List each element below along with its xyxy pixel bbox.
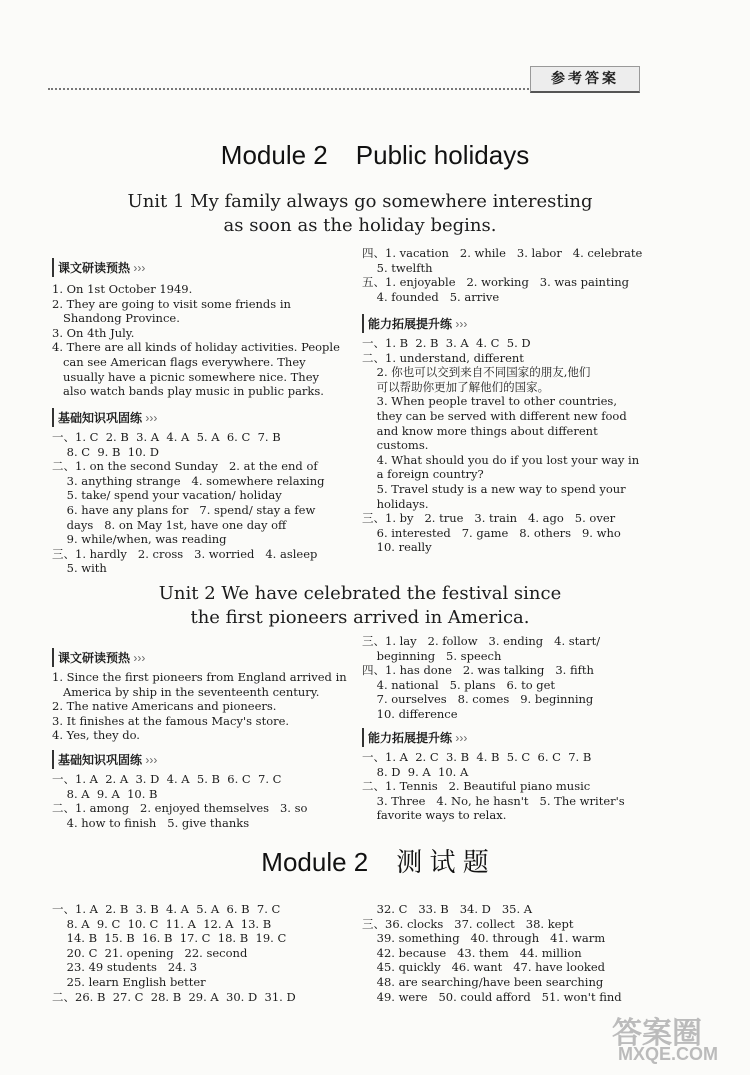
answer-line: holidays. (362, 496, 429, 511)
answer-line: also watch bands play music in public parks. (52, 384, 324, 399)
answer-line: 三、1. hardly 2. cross 3. worried 4. asleep (52, 546, 318, 561)
answer-line: 二、26. B 27. C 28. B 29. A 30. D 31. D (52, 989, 296, 1004)
answer-line: 一、1. A 2. A 3. D 4. A 5. B 6. C 7. C (52, 772, 282, 786)
answer-line: 3. It finishes at the famous Macy's store. (52, 713, 290, 728)
answer-line: a foreign country? (362, 467, 484, 482)
answer-line: 8. A 9. A 10. B (52, 786, 158, 801)
answer-line: usually have a picnic somewhere nice. They (52, 369, 320, 384)
answer-line: they can be served with different new food (362, 408, 627, 423)
u1-advanced-answers (362, 336, 639, 555)
answer-line: 四、1. has done 2. was talking 3. fifth (362, 663, 594, 678)
module-code: Module 2 (220, 140, 328, 170)
u2-section-preview: 课文研读预热 ››› (52, 648, 149, 667)
answer-line: 二、1. among 2. enjoyed themselves 3. so (52, 801, 308, 816)
answer-line: 三、1. by 2. true 3. train 4. ago 5. over (362, 511, 616, 526)
module-title (0, 140, 750, 171)
answer-line: 4. Yes, they do. (52, 728, 140, 743)
answer-line: 10. really (362, 540, 432, 555)
answer-line: 5. Travel study is a new way to spend your (362, 481, 626, 496)
answer-line: customs. (362, 438, 429, 453)
answer-line: 3. Three 4. No, he hasn't 5. The writer's (362, 793, 625, 808)
answer-line: 20. C 21. opening 22. second (52, 945, 248, 960)
answer-line: 8. D 9. A 10. A (362, 764, 469, 779)
answer-line: America by ship in the seventeenth century. (52, 684, 320, 699)
answer-line: 6. interested 7. game 8. others 9. who (362, 525, 621, 540)
test-answers-right (362, 902, 622, 1004)
answer-line: 23. 49 students 24. 3 (52, 960, 198, 975)
u1-section-basic: 基础知识巩固练 ››› (52, 408, 161, 427)
unit1-title (100, 190, 620, 238)
answer-line: beginning 5. speech (362, 648, 502, 663)
answer-line: 三、36. clocks 37. collect 38. kept (362, 916, 574, 931)
answer-line: 3. When people travel to other countries, (362, 394, 617, 409)
answer-line: 5. twelfth (362, 260, 433, 275)
u1-preview-answers (52, 282, 340, 399)
answer-line: 3. anything strange 4. somewhere relaxing (52, 473, 325, 488)
answer-line: 5. take/ spend your vacation/ holiday (52, 488, 282, 503)
answer-line: 3. On 4th July. (52, 325, 135, 340)
module-name: Public holidays (355, 140, 530, 170)
answer-line: 1. On 1st October 1949. (52, 282, 193, 296)
u1-basic-answers (52, 430, 325, 576)
unit2-title-line2: the first pioneers arrived in America. (190, 607, 530, 628)
answer-line: 45. quickly 46. want 47. have looked (362, 960, 606, 975)
answer-line: 2. 你也可以交到来自不同国家的朋友,他们 (362, 365, 591, 380)
u1-section-advanced: 能力拓展提升练 ››› (362, 314, 471, 333)
answer-line: 三、1. lay 2. follow 3. ending 4. start/ (362, 634, 601, 648)
u2-extra-answers (362, 634, 600, 722)
unit1-title-line2: as soon as the holiday begins. (223, 215, 497, 236)
answer-line: 一、1. C 2. B 3. A 4. A 5. A 6. C 7. B (52, 430, 281, 444)
answer-line: 一、1. A 2. C 3. B 4. B 5. C 6. C 7. B (362, 750, 592, 764)
answer-line: 4. There are all kinds of holiday activities. People (52, 340, 340, 355)
answer-line: 4. how to finish 5. give thanks (52, 815, 250, 830)
answer-line: 39. something 40. through 41. warm (362, 931, 606, 946)
unit1-title-line1: Unit 1 My family always go somewhere interesting (127, 191, 593, 212)
u1-extra-answers (362, 246, 642, 304)
answer-line: Shandong Province. (52, 311, 180, 326)
answer-line: 5. with (52, 561, 107, 576)
answer-line: 25. learn English better (52, 974, 206, 989)
answer-line: 4. founded 5. arrive (362, 289, 500, 304)
u2-section-basic: 基础知识巩固练 ››› (52, 750, 161, 769)
answer-line: favorite ways to relax. (362, 808, 507, 823)
answer-line: 7. ourselves 8. comes 9. beginning (362, 692, 594, 707)
answer-line: and know more things about different (362, 423, 598, 438)
answer-line: 4. What should you do if you lost your way in (362, 452, 640, 467)
test-name: 测 试 题 (396, 847, 489, 877)
u2-preview-answers (52, 670, 347, 743)
answer-line: 48. are searching/have been searching (362, 974, 604, 989)
answer-line: 五、1. enjoyable 2. working 3. was painting (362, 275, 630, 290)
test-module-code: Module 2 (261, 847, 369, 877)
answer-line: 8. C 9. B 10. D (52, 444, 159, 459)
header-tab: 参考答案 (530, 66, 640, 93)
answer-line: 32. C 33. B 34. D 35. A (362, 902, 533, 916)
test-answers-left (52, 902, 296, 1004)
answer-line: 49. were 50. could afford 51. won't find (362, 989, 622, 1004)
watermark-logo: 答案圈 (612, 1017, 702, 1050)
answer-line: 可以帮助你更加了解他们的国家。 (362, 379, 550, 394)
test-title (0, 842, 750, 879)
answer-line: 10. difference (362, 706, 458, 721)
answer-line: can see American flags everywhere. They (52, 354, 306, 369)
answer-line: days 8. on May 1st, have one day off (52, 517, 287, 532)
u2-basic-answers (52, 772, 307, 830)
u1-section-preview: 课文研读预热 ››› (52, 258, 149, 277)
watermark-url: MXQE.COM (618, 1044, 719, 1064)
unit2-title-line1: Unit 2 We have celebrated the festival since (158, 583, 562, 604)
answer-line: 6. have any plans for 7. spend/ stay a few (52, 502, 316, 517)
answer-line: 14. B 15. B 16. B 17. C 18. B 19. C (52, 931, 287, 946)
u2-section-advanced: 能力拓展提升练 ››› (362, 728, 471, 747)
answer-line: 4. national 5. plans 6. to get (362, 677, 556, 692)
answer-line: 一、1. B 2. B 3. A 4. C 5. D (362, 336, 531, 350)
u2-advanced-answers (362, 750, 625, 823)
answer-line: 2. They are going to visit some friends in (52, 296, 291, 311)
header-dotted-rule (48, 88, 608, 90)
unit2-title (100, 582, 620, 630)
answer-line: 1. Since the first pioneers from England arrived in (52, 670, 347, 684)
answer-line: 二、1. on the second Sunday 2. at the end of (52, 459, 318, 474)
answer-line: 42. because 43. them 44. million (362, 945, 582, 960)
answer-line: 二、1. Tennis 2. Beautiful piano music (362, 779, 591, 794)
answer-line: 一、1. A 2. B 3. B 4. A 5. A 6. B 7. C (52, 902, 281, 916)
answer-line: 四、1. vacation 2. while 3. labor 4. celebrate (362, 246, 643, 260)
answer-line: 8. A 9. C 10. C 11. A 12. A 13. B (52, 916, 272, 931)
answer-line: 2. The native Americans and pioneers. (52, 699, 277, 714)
answer-line: 9. while/when, was reading (52, 532, 227, 547)
answer-line: 二、1. understand, different (362, 350, 524, 365)
